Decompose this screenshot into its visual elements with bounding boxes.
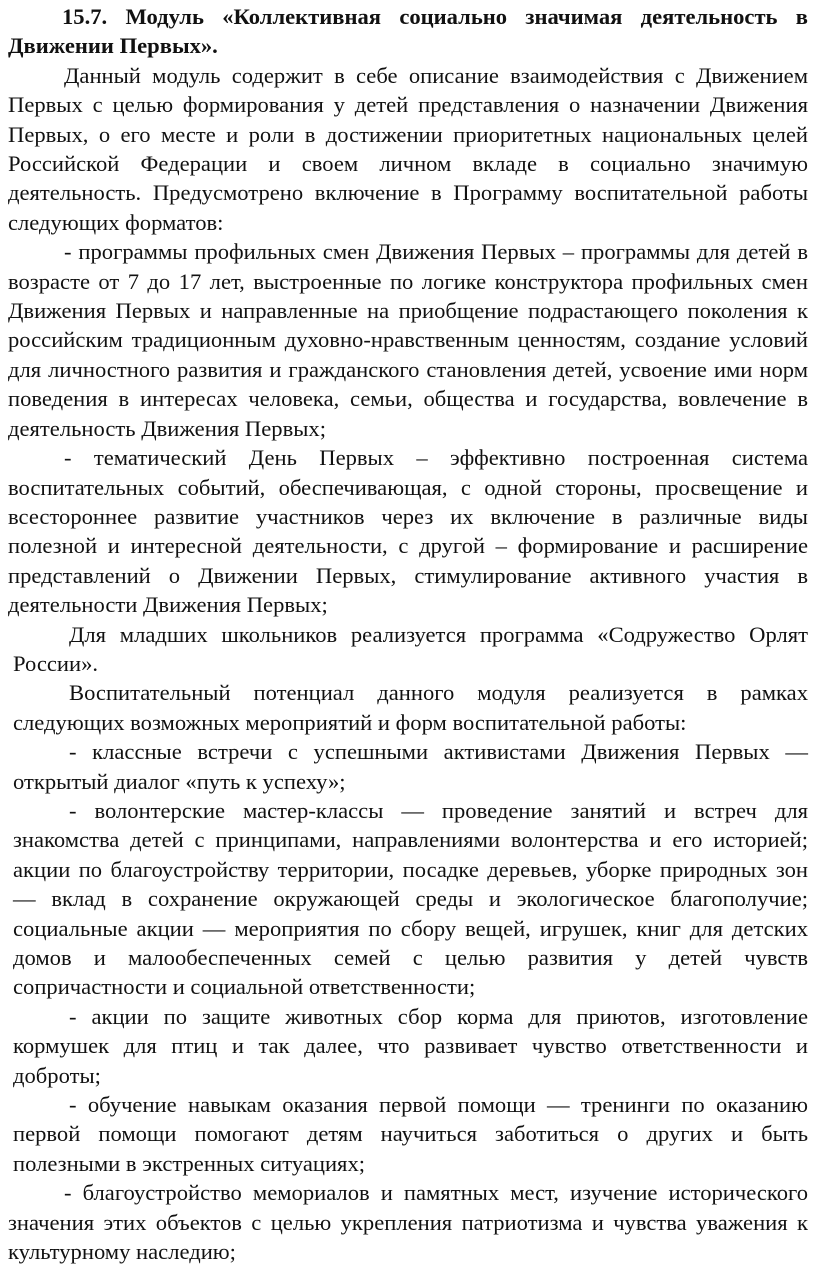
list-item-animal-protection: - акции по защите животных сбор корма для приютов, изготовление кормушек для птиц и так далее, что развивает чувство ответственности и доброты; <box>13 1003 808 1088</box>
educational-potential-paragraph: Воспитательный потенциал данного модуля реализуется в рамках следующих возможных мероприятий и форм воспитательной работы: <box>13 680 808 735</box>
list-item-volunteer-workshops: - волонтерские мастер-классы — проведение занятий и встреч для знакомства детей с принципами, направлениями волонтерства и его историей; акции по благоустройству территории, посадке деревьев, уборке природных зон — вклад в сохранение окружающей среды и экологическое благополучие; социальные акции — мероприятия по сбору вещей, игрушек, книг для детских домов и малообеспеченных семей с целью развития у детей чувств сопричастности и социальной ответственности; <box>13 797 808 1000</box>
list-item-first-aid: - обучение навыкам оказания первой помощи — тренинги по оказанию первой помощи помогают детям научиться заботиться о других и быть полезными в экстренных ситуациях; <box>13 1092 808 1176</box>
document-page <box>8 2 808 1266</box>
list-item-day-of-firsts: - тематический День Первых – эффективно построенная система воспитательных событий, обеспечивающая, с одной стороны, просвещение и всестороннее развитие участников через их включение в различные виды полезной и интересной деятельности, с другой – формирование и расширение представлений о Движении Первых, стимулирование активного участия в деятельности Движения Первых; <box>8 445 808 618</box>
list-item-profile-shifts: - программы профильных смен Движения Первых – программы для детей в возрасте от 7 до 17 лет, выстроенные по логике конструктора профильных смен Движения Первых и направленные на приобщение подрастающего поколения к российским традиционным духовно-нравственным ценностям, создание условий для личностного развития и гражданского становления детей, усвоение ими норм поведения в интересах человека, семьи, общества и государства, вовлечение в деятельность Движения Первых; <box>8 239 808 441</box>
section-heading: 15.7. Модуль «Коллективная социально значимая деятельность в Движении Первых». <box>8 4 808 59</box>
junior-program-paragraph: Для младших школьников реализуется программа «Содружество Орлят России». <box>13 621 808 676</box>
list-item-class-meetings: - классные встречи с успешными активистами Движения Первых — открытый диалог «путь к успеху»; <box>13 739 808 794</box>
list-item-memorials: - благоустройство мемориалов и памятных мест, изучение исторического значения этих объектов с целью укрепления патриотизма и чувства уважения к культурному наследию; <box>8 1180 808 1265</box>
intro-paragraph: Данный модуль содержит в себе описание взаимодействия с Движением Первых с целью формирования у детей представления о назначении Движения Первых, о его месте и роли в достижении приоритетных национальных целей Российской Федерации и своем личном вкладе в социально значимую деятельность. Предусмотрено включение в Программу воспитательной работы следующих форматов: <box>8 62 808 235</box>
